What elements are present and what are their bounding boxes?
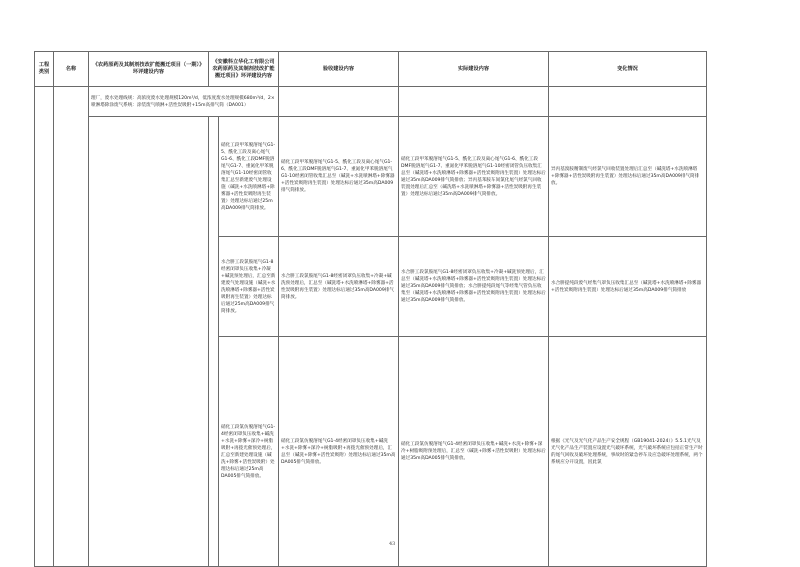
row1-change: 异丙基溴胺精制废气经氯气回收装置处理后汇总至（碱洗塔+水洗喷淋塔+除雾器+活性炭吸附再生装置）处理达标后通过35m高DA009排气筒排放。 — [549, 117, 707, 237]
row2-phase1-content: 水合肼工段氯胺尾气G1-8经密闭罩负压收集+冷凝+碱洗预处理后，汇总至新建废气处理设施（碱洗+水洗喷淋塔+除雾器+活性炭吸附再生装置）处理达标后通过25m高DA009排气筒排放。 — [219, 237, 279, 337]
row2-actual: 水合肼工段氯胺尾气G1-8经密闭罩负压收集+冷凝+碱洗预处理后，汇总至（碱洗塔+水洗喷淋塔+除雾器+活性炭吸附再生装置）处理达标后通过35m高DA009排气筒排放；水合肼提纯段尾气等经集气管负压收集至（碱洗塔+水洗喷淋塔+除雾器+活性炭吸附再生装置）处理达标后通过35m高DA009排气筒排放。 — [399, 237, 549, 337]
name-cell — [54, 87, 89, 567]
row2-change: 水合肼提纯段废气经集气罩负压收集汇总至（碱洗塔+水洗喷淋塔+除雾器+活性炭吸附再生装置）处理达标后通过35m高DA009排气筒排放 — [549, 237, 707, 337]
row2-acceptance: 水合肼工段氯胺尾气G1-8经密闭罩负压收集+冷凝+碱洗预处理后，汇总至（碱洗塔+水洗喷淋塔+除雾器+活性炭吸附再生装置）处理达标后通过35m高DA009排气筒排放。 — [279, 237, 399, 337]
treatment-summary-cell — [89, 117, 209, 567]
row3-actual: 硝化工段氯仿脱溶尾气G1-4经密闭罩负压收集+碱洗+水洗+除雾+深冷+树脂吸附预处理后，汇总至（碱洗+除雾+活性炭吸附）处理达标后通过35m高DA005排气筒排放。 — [399, 337, 549, 567]
header-name: 名称 — [54, 52, 89, 87]
row1-acceptance: 硝化工段甲苯脱溶尾气G1-5、酰化工段及离心尾气G1-6、酰化工段DMF脱溶尾气G1-7、重氮化甲苯脱溶尾气G1-10经密闭管收集汇总至（碱洗+水洗喷淋塔+除雾器+活性炭吸附再生装置）处理达标后通过35m高DA009排气筒排放。 — [279, 117, 399, 237]
row0-actual — [399, 87, 549, 117]
header-actual: 实际建设内容 — [399, 52, 549, 87]
row1-actual: 硝化工段甲苯脱溶尾气G1-5、酰化工段及离心尾气G1-6、酰化工段DMF脱溶尾气G1-7、重氮化甲苯脱溶尾气G1-10经密闭管负压收集汇总至（碱洗塔+水洗喷淋塔+除雾器+活性炭吸附再生装置）处理达标后通过35m高DA009排气筒排放；异丙基苯胺车间氯化尾气经氯气回收装置处理后汇总至（碱洗塔+水洗喷淋塔+除雾器+活性炭吸附再生装置）处理达标后通过35m高DA009排气筒排放。 — [399, 117, 549, 237]
row3-change: 根据《光气及光气化产品生产安全规程（GB19041-2024）》5.5.1光气及光气化产品生产装置应设置光气破坏系统，光气破坏系统应包括正常生产时的尾气回收及破坏处理系统，事故时的紧急停车及应急破坏处理系统，两个系统应分开设置，因此氯 — [549, 337, 707, 567]
page-number: 43 — [389, 541, 396, 547]
row0-phase1-content: 理厂，废水处理线规：高浓度废水处理规模120m³/d，低浓度废水处理规模680m³/d，2×喷淋塔除涂废气系统：涂装废气喷淋+活性炭吸附+15m高排气筒（DA001） — [89, 87, 279, 117]
header-project-category: 工程类别 — [35, 52, 54, 87]
row0-acceptance — [279, 87, 399, 117]
row0-change — [549, 87, 707, 117]
header-company-eia: 《安徽科立华化工有限公司农药原药及其制剂技改扩能搬迁项目》环评建设内容 — [209, 52, 279, 87]
table-row — [35, 117, 779, 237]
workshop-label-cell — [209, 117, 219, 567]
row1-phase1-content: 硝化工段甲苯脱溶尾气G1-5、酰化工段及离心尾气G1-6、酰化工段DMF脱溶尾气G1-7、重氮化甲苯脱溶尾气G1-10经密闭管收集汇总至新建废气处理设施（碱洗+水洗喷淋塔+除雾器+活性炭吸附再生装置）处理达标后通过25m高DA009排气筒排放。 — [219, 117, 279, 237]
category-cell — [35, 87, 54, 567]
table-header-row — [35, 52, 779, 87]
row3-acceptance: 硝化工段氯仿脱溶尾气G1-4经密闭罩负压收集+碱洗+水洗+除雾+深冷+树脂吸附+再拨光催预处理后，汇总至（碱洗+除雾+活性炭吸附）处理达标后通过35m高DA005排气筒排放。 — [279, 337, 399, 567]
header-changes: 变化情况 — [549, 52, 707, 87]
header-phase1-eia: 《农药原药及其制剂技改扩能搬迁项目（一期）》环评建设内容 — [89, 52, 209, 87]
row3-phase1-content: 硝化工段氯仿脱溶尾气G1-4经密闭罩负压收集+碱洗+水洗+除雾+深冷+树脂吸附+再拨光催预处理后，汇总至新建处理设施（碱洗+除雾+活性炭吸附）处理达标后通过25m高DA005排气筒排放。 — [219, 337, 279, 567]
comparison-table — [34, 51, 779, 567]
header-acceptance: 验收建设内容 — [279, 52, 399, 87]
table-row — [35, 87, 779, 117]
